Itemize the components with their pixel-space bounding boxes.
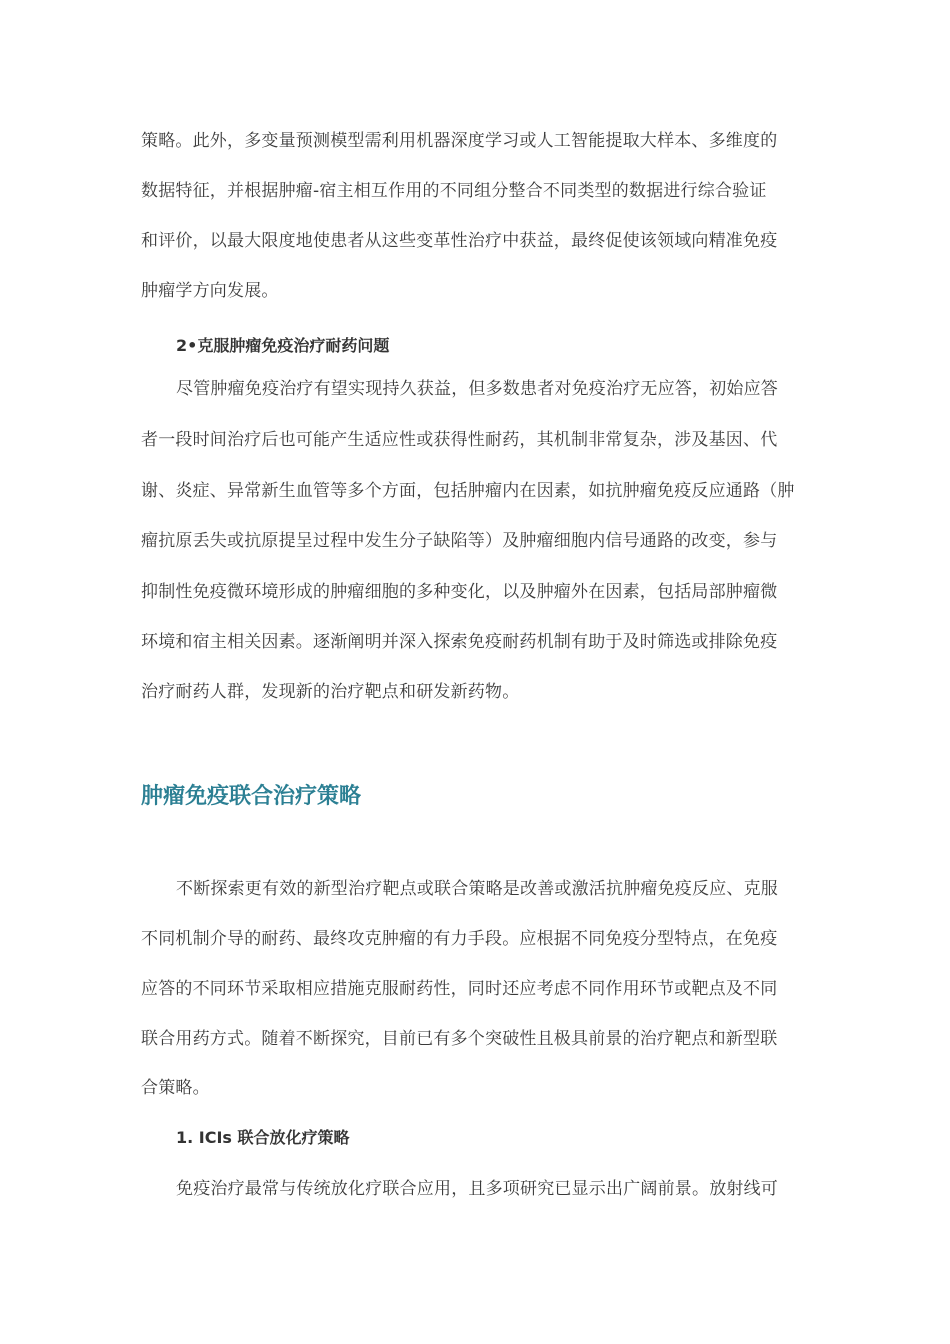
paragraph-line: 环境和宿主相关因素。逐渐阐明并深入探索免疫耐药机制有助于及时筛选或排除免疫: [141, 632, 778, 652]
paragraph-line: 合策略。: [141, 1078, 210, 1098]
paragraph-line: 联合用药方式。随着不断探究，目前已有多个突破性且极具前景的治疗靶点和新型联: [141, 1029, 778, 1049]
paragraph-line: 抑制性免疫微环境形成的肿瘤细胞的多种变化，以及肿瘤外在因素，包括局部肿瘤微: [141, 582, 778, 602]
paragraph-line: 肿瘤学方向发展。: [141, 281, 279, 301]
paragraph-line: 不断探索更有效的新型治疗靶点或联合策略是改善或激活抗肿瘤免疫反应、克服: [176, 879, 778, 899]
paragraph-line: 应答的不同环节采取相应措施克服耐药性，同时还应考虑不同作用环节或靶点及不同: [141, 979, 778, 999]
subsection-heading: 1. ICIs 联合放化疗策略: [176, 1128, 350, 1147]
paragraph-line: 瘤抗原丢失或抗原提呈过程中发生分子缺陷等）及肿瘤细胞内信号通路的改变，参与: [141, 531, 778, 551]
subsection-heading: 2•克服肿瘤免疫治疗耐药问题: [176, 336, 390, 355]
paragraph-line: 尽管肿瘤免疫治疗有望实现持久获益，但多数患者对免疫治疗无应答，初始应答: [176, 379, 778, 399]
paragraph-line: 策略。此外，多变量预测模型需利用机器深度学习或人工智能提取大样本、多维度的: [141, 131, 778, 151]
section-title: 肿瘤免疫联合治疗策略: [141, 784, 362, 809]
paragraph-line: 者一段时间治疗后也可能产生适应性或获得性耐药，其机制非常复杂，涉及基因、代: [141, 430, 778, 450]
paragraph-line: 免疫治疗最常与传统放化疗联合应用，且多项研究已显示出广阔前景。放射线可: [176, 1179, 778, 1199]
paragraph-line: 不同机制介导的耐药、最终攻克肿瘤的有力手段。应根据不同免疫分型特点，在免疫: [141, 929, 778, 949]
paragraph-line: 和评价，以最大限度地使患者从这些变革性治疗中获益，最终促使该领域向精准免疫: [141, 231, 778, 251]
paragraph-line: 数据特征，并根据肿瘤-宿主相互作用的不同组分整合不同类型的数据进行综合验证: [141, 181, 767, 201]
paragraph-line: 治疗耐药人群，发现新的治疗靶点和研发新药物。: [141, 682, 520, 702]
paragraph-line: 谢、炎症、异常新生血管等多个方面，包括肿瘤内在因素，如抗肿瘤免疫反应通路（肿: [141, 481, 795, 501]
